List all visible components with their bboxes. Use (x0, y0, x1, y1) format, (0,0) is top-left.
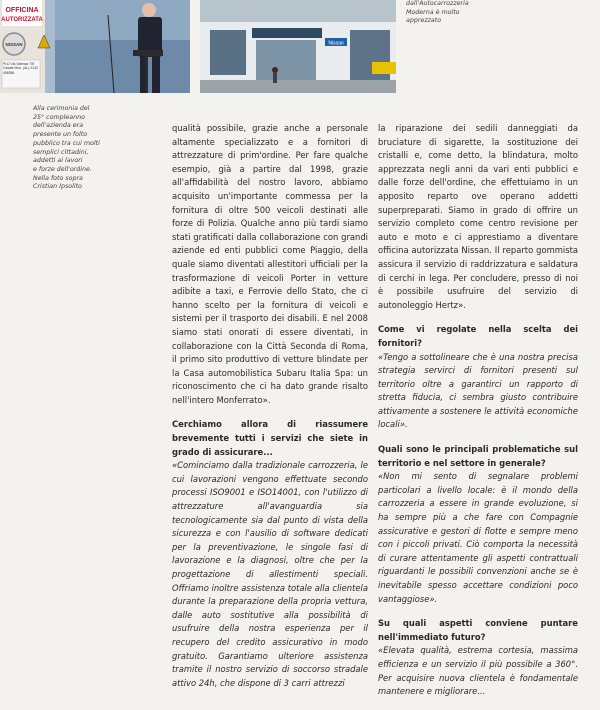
top-caption-line: apprezzato (406, 17, 442, 25)
top-caption-line: dall'Autocarrozzeria (406, 0, 469, 7)
article-paragraph: la riparazione dei sedili danneggiati da bruciature di sigarette, la sostituzione dei cristalli e, come detto, la blindatura, molto apprezzata negli anni da vari enti pubblici e dalle forze dell'ordine, che effettuiamo in un apposito reparto ove operano addetti superpreparati. Siamo in grado di offrire un servizio completo come centro revisione per auto e moto e ci apprestiamo a diventare officina autorizzata Nissan. Il reparto gommista assicura il servizio di raddrizzatura e saldatura di cerchi in lega. Per concludere, presso di noi è possibile usufruire del servizio di autonoleggio Hertz». (378, 123, 578, 310)
interview-question: Su quali aspetti conviene puntare nell'immediato futuro? (378, 618, 578, 642)
caption-line: pubblico tra cui molti (33, 139, 100, 147)
caption-line: addetti ai lavori (33, 157, 83, 165)
storefront-illustration (200, 0, 396, 93)
sticker-text: PLD Via Valenza 7/E Casale Mon. (AL) 0142 456356 (3, 62, 38, 75)
photo-ceremony (0, 0, 190, 93)
article-column-middle (172, 122, 368, 701)
sign-autorizzata: AUTORIZZATA (1, 17, 43, 23)
storefront-sign: Nissan (328, 40, 344, 47)
article-paragraph: qualità possibile, grazie anche a personale altamente specializzato e a fornitori di attrezzature di prim'ordine. Per fare qualche esempio, già a partire dal 1998, grazie all'affidabilità del nostro lavoro, abbiamo acquisito un'importante commessa per la fornitura di oltre 500 veicoli destinati alle forze di Polizia. Qualche anno più tardi siamo stati gratificati dalla collaborazione con grandi aziende ed enti pubblici come Piaggio, della quale siamo diventati allestitori ufficiali per la trasformazione di veicoli Porter in vetture adibite a taxi, e Ferrovie dello Stato, che ci hanno scelto per la fornitura di veicoli e sistemi per il trasporto dei disabili. E nel 2008 siamo stati onorati di essere diventati, in collaborazione con la Città Seconda di Roma, il primo sito produttivo di vetture blindate per la Casa automobilistica Subaru Italia Spa: un riconoscimento che ci ha dato grande risalto nell'intero Monferrato». (172, 123, 368, 405)
top-caption-line: Moderna è molto (406, 8, 460, 16)
caption-line: Cristian Ipsolito (33, 183, 82, 191)
sign-officina: OFFICINA (5, 7, 39, 14)
interview-answer: «Elevata qualità, estrema cortesia, massima efficienza e un servizio il più possibile a 360°. Per acquisire nuova clientela è fondamentale mantenere e migliorare... (378, 645, 578, 697)
top-caption (406, 0, 516, 26)
caption-line: semplici cittadini, (33, 148, 89, 156)
caption-line: Alla cerimonia del (33, 105, 90, 112)
sign-nissan: NISSAN (5, 42, 23, 47)
interview-question: Quali sono le principali problematiche sul territorio e nel settore in generale? (378, 444, 578, 468)
caption-line: presente un folto (33, 131, 88, 139)
article-column-right (378, 122, 578, 710)
caption-line: e forze dell'ordine. (33, 165, 92, 173)
caption-line: Nella foto sopra (33, 174, 83, 182)
caption-line: dell'azienda era (33, 122, 84, 130)
interview-answer: «Cominciamo dalla tradizionale carrozzeria, le cui lavorazioni vengono effettuate secondo processi ISO9001 e ISO14001, con l'utilizzo di attrezzature all'avanguardia sia tecnologicamente sia dal punto di vista della sicurezza e con l'ausilio di software dedicati per la preventivazione, le singole fasi di lavorazione e la diagnosi, oltre che per la progettazione di allestimenti speciali. Offriamo inoltre assistenza totale alla clientela durante la preparazione della propria vettura, dalle auto sostitutive alla possibilità di usufruire della nostra esperienza per il recupero del credito assicurativo in modo gratuito. Garantiamo ulteriore assistenza tramite il nostro servizio di soccorso stradale attivo 24h, che dispone di 3 carri attrezzi (172, 460, 368, 688)
interview-question: Cerchiamo allora di riassumere brevemente tutti i servizi che siete in grado di assicurare... (172, 419, 368, 457)
photo-storefront (200, 0, 396, 93)
interview-answer: «Non mi sento di segnalare problemi particolari a livello locale: è il mondo della carrozzeria a essere in grande evoluzione, si ha sempre più a che fare con Compagnie assicurative e gestori di flotte e sempre meno con i piccoli privati. Ciò comporta la necessità di curare attentamente gli aspetti contrattuali riguardanti le possibili convenzioni anche se è inevitabile spesso accettare condizioni poco vantaggiose». (378, 471, 578, 604)
caption-line: 25° compleanno (33, 113, 85, 121)
photo-caption (33, 105, 133, 192)
interview-question: Come vi regolate nella scelta dei fornitori? (378, 324, 578, 348)
ceremony-illustration (0, 0, 190, 93)
interview-answer: «Tengo a sottolineare che è una nostra precisa strategia servirci di fornitori presenti sul territorio oltre a garantirci un rapporto di stretta fiducia, ci sembra giusto contribuire attivamente a sostenere le attività economiche locali». (378, 351, 578, 430)
